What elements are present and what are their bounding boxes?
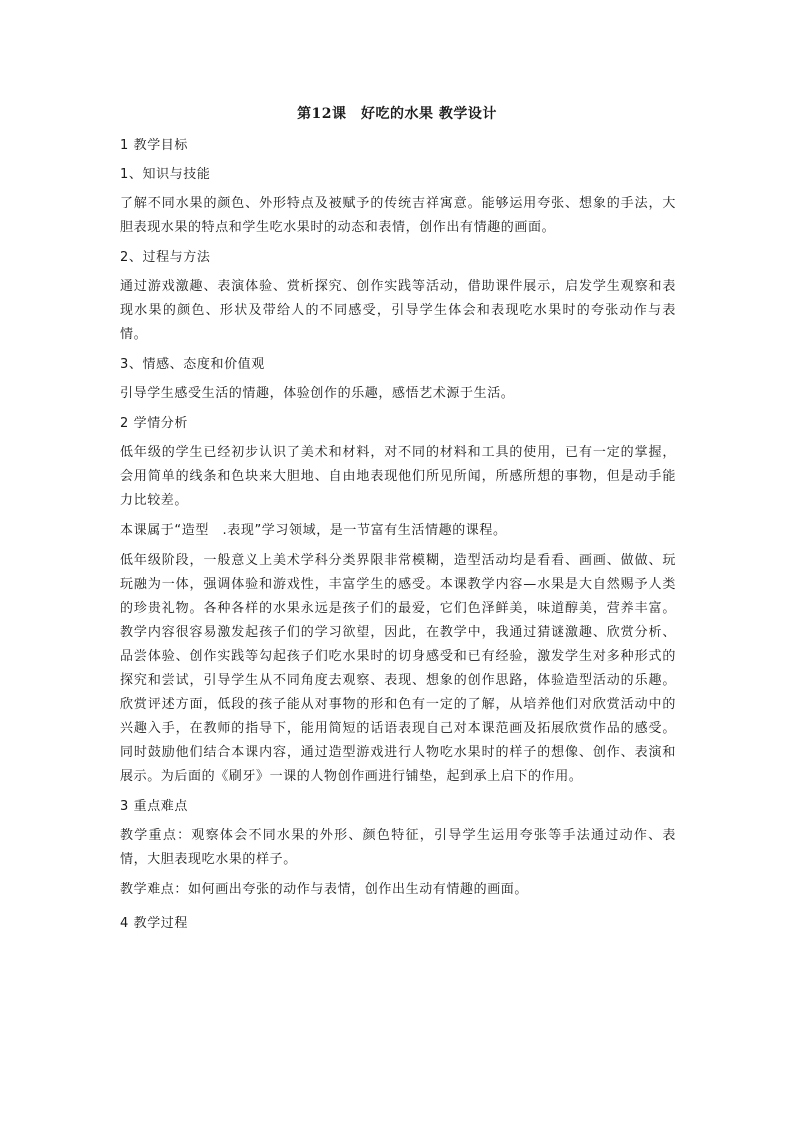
paragraph-analysis-3: 低年级阶段，一般意义上美术学科分类界限非常模糊，造型活动均是看看、画画、做做、玩玩融为一体，强调体验和游戏性，丰富学生的感受。本课教学内容—水果是大自然赐予人类的珍贵礼物。各种各样的水果永远是孩子们的最爱，它们色泽鲜美，味道醇美，营养丰富。教学内容很容易激发起孩子们的学习欲望，因此，在教学中，我通过猜谜激趣、欣赏分析、品尝体验、创作实践等勾起孩子们吃水果时的切身感受和已有经验，激发学生对多种形式的探究和尝试，引导学生从不同角度去观察、表现、想象的创作思路，体验造型活动的乐趣。欣赏评述方面，低段的孩子能从对事物的形和色有一定的了解，从培养他们对欣赏活动中的兴趣入手，在教师的指导下，能用简短的话语表现自己对本课范画及拓展欣赏作品的感受。同时鼓励他们结合本课内容，通过造型游戏进行人物吃水果时的样子的想像、创作、表演和展示。为后面的《刷牙》一课的人物创作画进行铺垫，起到承上启下的作用。: [120, 553, 676, 784]
paragraph-process-methods: 通过游戏激趣、表演体验、赏析探究、创作实践等活动，借助课件展示，启发学生观察和表现水果的颜色、形状及带给人的不同感受，引导学生体会和表现吃水果时的夸张动作与表情。: [120, 279, 676, 342]
paragraph-difficult-point: 教学难点：如何画出夸张的动作与表情，创作出生动有情趣的画面。: [120, 882, 529, 897]
paragraph-emotion-values: 引导学生感受生活的情趣，体验创作的乐趣，感悟艺术源于生活。: [120, 386, 515, 401]
document-title: 第12课 好吃的水果 教学设计: [297, 106, 497, 122]
subheading-emotion-values: 3、情感、态度和价值观: [120, 357, 265, 372]
section-heading-process: 4 教学过程: [120, 916, 189, 931]
paragraph-knowledge-skills: 了解不同水果的颜色、外形特点及被赋予的传统吉祥寓意。能够运用夸张、想象的手法，大胆表现水果的特点和学生吃水果时的动态和表情，创作出有情趣的画面。: [120, 196, 676, 235]
subheading-knowledge-skills: 1、知识与技能: [120, 167, 211, 182]
document-body: [120, 134, 676, 941]
section-heading-goals: 1 教学目标: [120, 138, 189, 153]
paragraph-analysis-2: 本课属于“造型 .表现”学习领域，是一节富有生活情趣的课程。: [120, 523, 507, 538]
paragraph-analysis-1: 低年级的学生已经初步认识了美术和材料，对不同的材料和工具的使用，已有一定的掌握，会用简单的线条和色块来大胆地、自由地表现他们所见所闻，所感所想的事物，但是动手能力比较差。: [120, 445, 676, 508]
section-heading-key-points: 3 重点难点: [120, 799, 189, 814]
section-heading-analysis: 2 学情分析: [120, 416, 189, 431]
paragraph-key-point: 教学重点：观察体会不同水果的外形、颜色特征，引导学生运用夸张等手法通过动作、表情，大胆表现吃水果的样子。: [120, 828, 676, 867]
subheading-process-methods: 2、过程与方法: [120, 250, 211, 265]
